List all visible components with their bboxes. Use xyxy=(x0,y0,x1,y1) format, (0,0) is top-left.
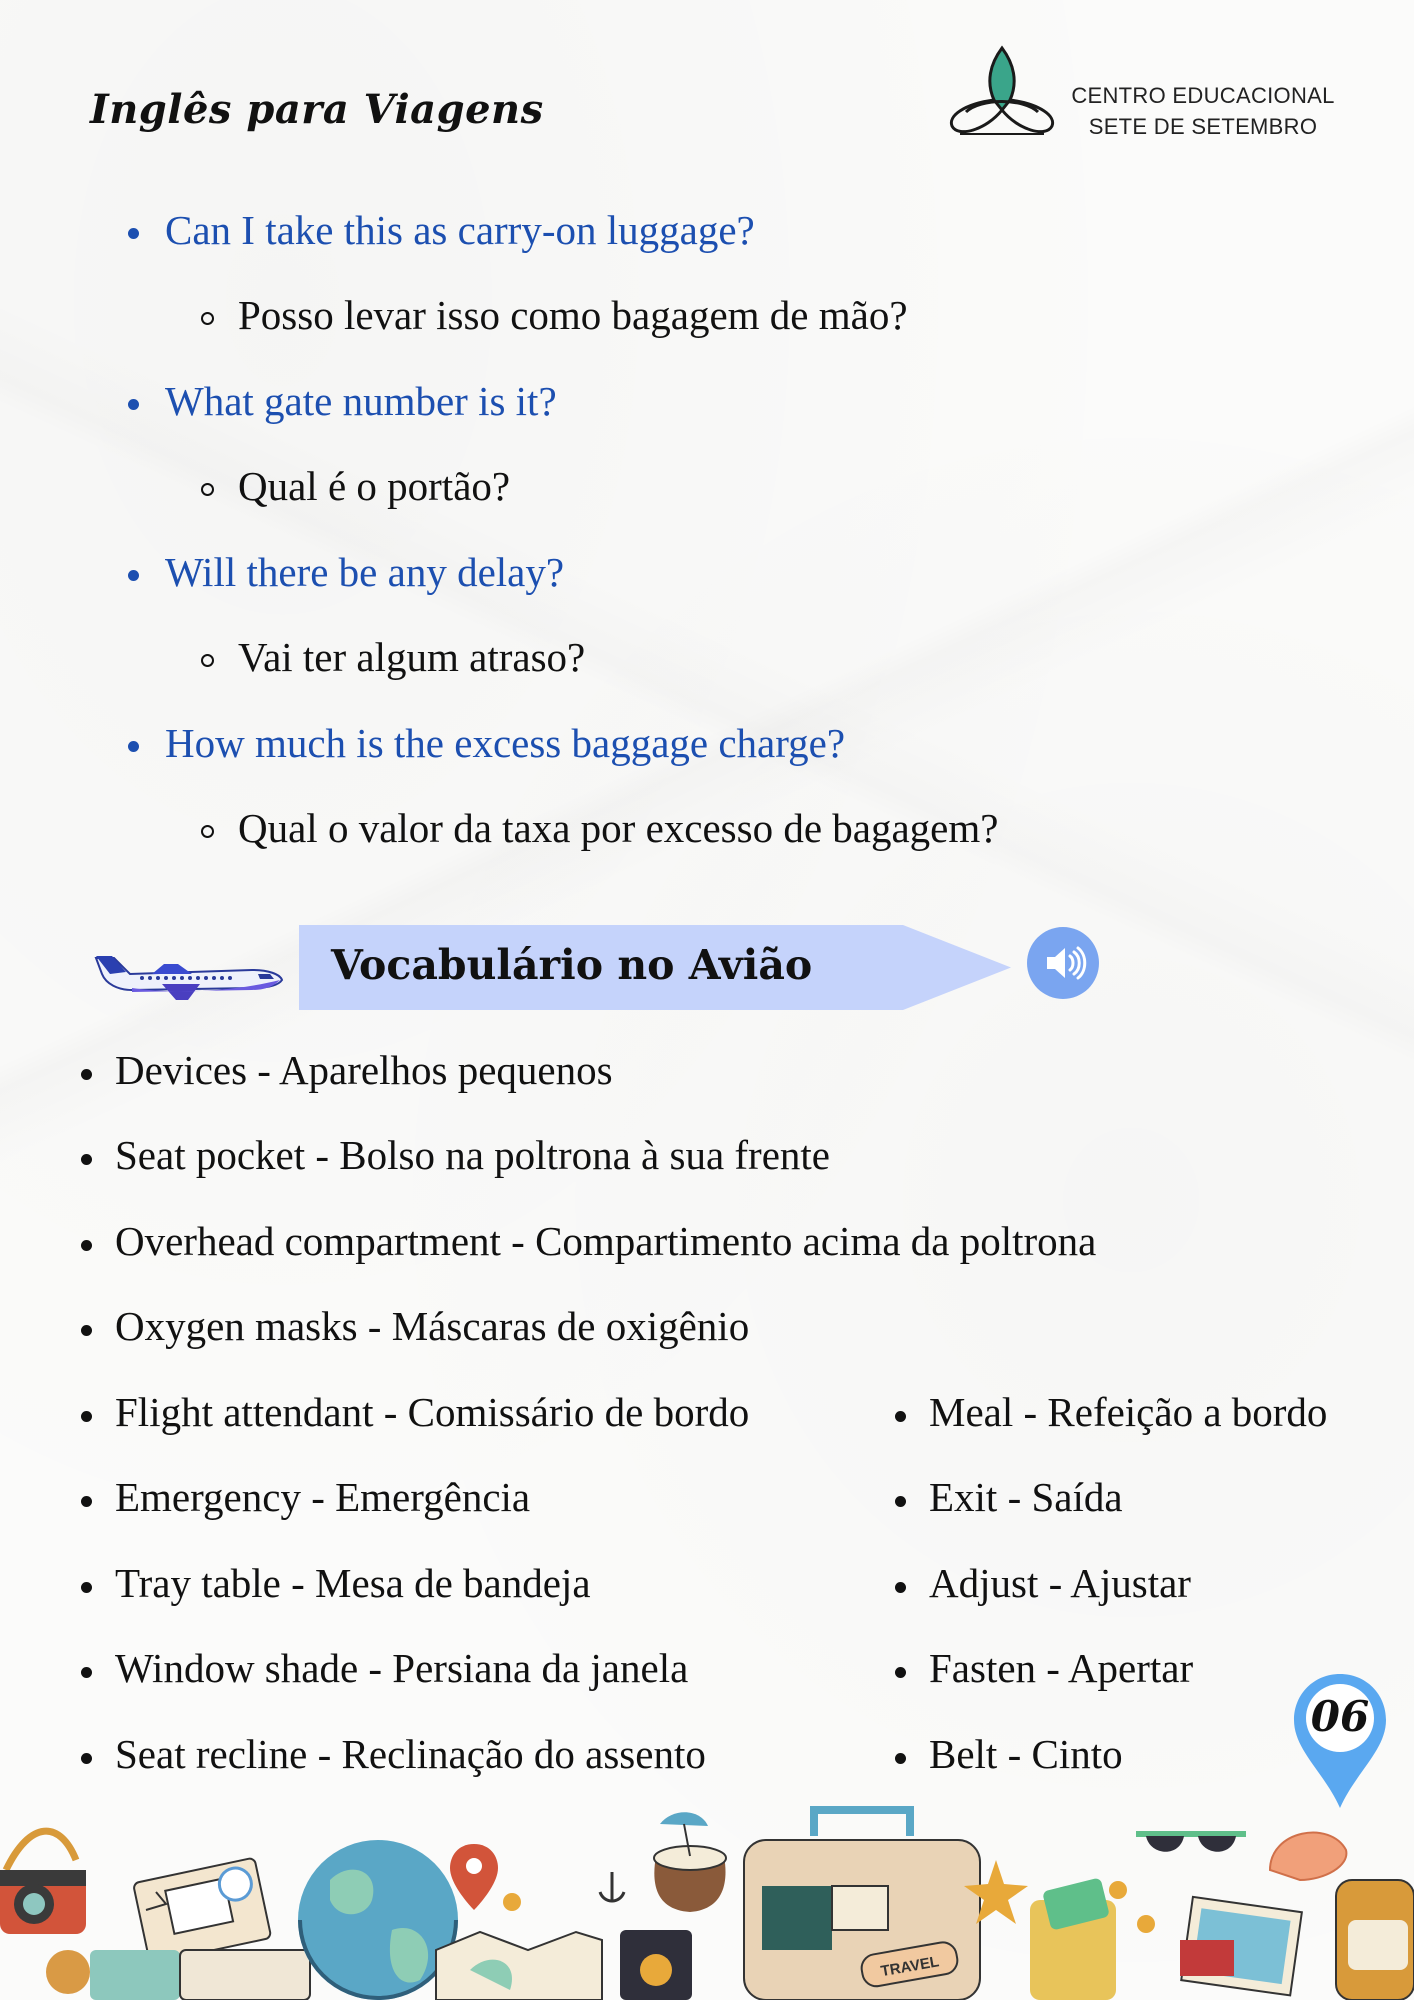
vocab-item: Tray table - Mesa de bandeja xyxy=(115,1560,591,1606)
phrase-english: Can I take this as carry-on luggage? xyxy=(165,207,755,253)
speaker-icon xyxy=(1027,927,1099,999)
vocab-item: Overhead compartment - Compartimento acima da poltrona xyxy=(115,1218,1097,1264)
vocab-item: Oxygen masks - Máscaras de oxigênio xyxy=(115,1303,750,1349)
school-name-line1: CENTRO EDUCACIONAL xyxy=(1071,83,1335,108)
phrase-portuguese: Vai ter algum atraso? xyxy=(238,634,586,680)
vocab-item: Seat pocket - Bolso na poltrona à sua frente xyxy=(115,1132,830,1178)
phrase-english: What gate number is it? xyxy=(165,378,557,424)
vocab-item: Seat recline - Reclinação do assento xyxy=(115,1731,706,1777)
school-name-line2: SETE DE SETEMBRO xyxy=(1088,114,1318,139)
vocab-item: Emergency - Emergência xyxy=(115,1474,531,1520)
vocab-item: Devices - Aparelhos pequenos xyxy=(115,1047,613,1093)
logo-triquetra-icon xyxy=(946,42,1058,142)
vocab-item: Exit - Saída xyxy=(929,1474,1123,1520)
phrase-english: How much is the excess baggage charge? xyxy=(165,720,846,766)
section-title: Vocabulário no Avião xyxy=(331,941,813,989)
phrase-english: Will there be any delay? xyxy=(165,549,565,595)
page-title: Inglês para Viagens xyxy=(90,86,544,133)
vocab-item: Meal - Refeição a bordo xyxy=(929,1389,1328,1435)
footer-travel-label: TRAVEL xyxy=(879,1953,941,1981)
vocab-item: Flight attendant - Comissário de bordo xyxy=(115,1389,750,1435)
travel-illustration xyxy=(0,1800,1414,2000)
vocab-item: Adjust - Ajustar xyxy=(929,1560,1191,1606)
vocab-item: Fasten - Apertar xyxy=(929,1645,1194,1691)
audio-button[interactable] xyxy=(1027,927,1099,999)
page-number: 06 xyxy=(1310,1692,1370,1741)
airplane-icon xyxy=(92,944,284,1004)
phrase-portuguese: Posso levar isso como bagagem de mão? xyxy=(238,292,908,338)
school-name xyxy=(1058,80,1348,142)
vocab-item: Belt - Cinto xyxy=(929,1731,1123,1777)
vocab-item: Window shade - Persiana da janela xyxy=(115,1645,689,1691)
phrase-portuguese: Qual o valor da taxa por excesso de bagagem? xyxy=(238,805,999,851)
phrase-portuguese: Qual é o portão? xyxy=(238,463,511,509)
